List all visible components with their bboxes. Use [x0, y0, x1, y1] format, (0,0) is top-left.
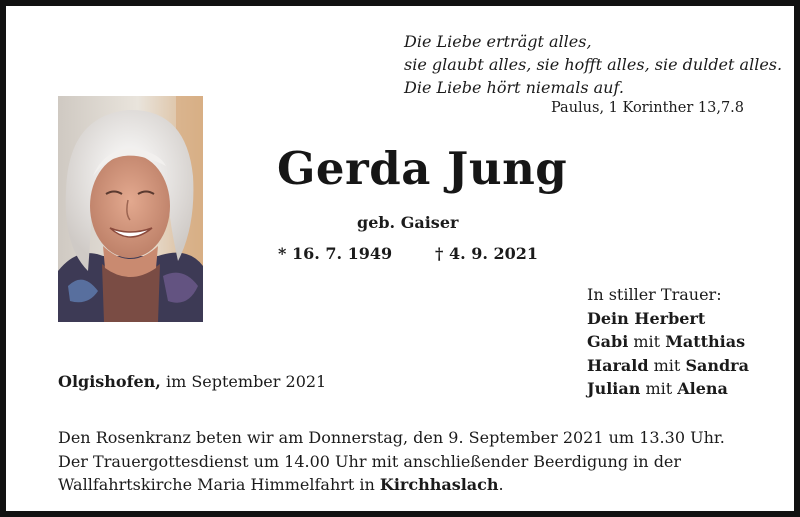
mourner-row — [587, 377, 749, 401]
mourner-row — [587, 330, 749, 354]
quote-line: sie glaubt alles, sie hofft alles, sie duldet alles. — [404, 55, 783, 74]
mourners-list — [587, 283, 749, 401]
mourner-joiner: mit — [648, 355, 686, 375]
notice-line: Den Rosenkranz beten wir am Donnerstag, den 9. September 2021 um 13.30 Uhr. — [58, 428, 725, 447]
service-notice — [58, 426, 725, 497]
notice-punctuation: . — [498, 475, 504, 494]
mourner-name: Julian — [587, 379, 641, 398]
quote-source: Paulus, 1 Korinther 13,7.8 — [550, 100, 744, 116]
deceased-name: Gerda Jung — [277, 142, 568, 195]
bible-quote — [404, 30, 782, 99]
mourner-name: Dein Herbert — [587, 308, 706, 328]
mourner-partner: Alena — [677, 379, 728, 398]
mourner-joiner: mit — [628, 332, 666, 351]
portrait-photo — [58, 96, 203, 322]
mourner-name: Harald — [587, 355, 649, 375]
mourner-joiner: mit — [640, 379, 678, 398]
maiden-name: geb. Gaiser — [357, 213, 459, 232]
notice-line — [58, 473, 725, 497]
mourner-name: Gabi — [587, 332, 629, 351]
mourner-row — [587, 354, 749, 378]
mourner-row — [587, 307, 749, 331]
birth-date: * 16. 7. 1949 — [278, 244, 393, 263]
burial-location: Kirchhaslach — [379, 475, 499, 494]
place-name: Olgishofen, — [58, 372, 161, 391]
notice-text: Wallfahrtskirche Maria Himmelfahrt in — [58, 475, 380, 494]
mourner-partner: Matthias — [665, 332, 746, 351]
death-date: † 4. 9. 2021 — [435, 244, 539, 263]
quote-line: Die Liebe erträgt alles, — [404, 32, 592, 51]
quote-line: Die Liebe hört niemals auf. — [404, 78, 624, 97]
mourners-intro: In stiller Trauer: — [587, 285, 722, 304]
mourner-partner: Sandra — [685, 355, 749, 375]
place-date-line — [58, 372, 326, 391]
date-text: im September 2021 — [160, 372, 327, 391]
notice-line: Der Trauergottesdienst um 14.00 Uhr mit anschließender Beerdigung in der — [58, 451, 682, 471]
